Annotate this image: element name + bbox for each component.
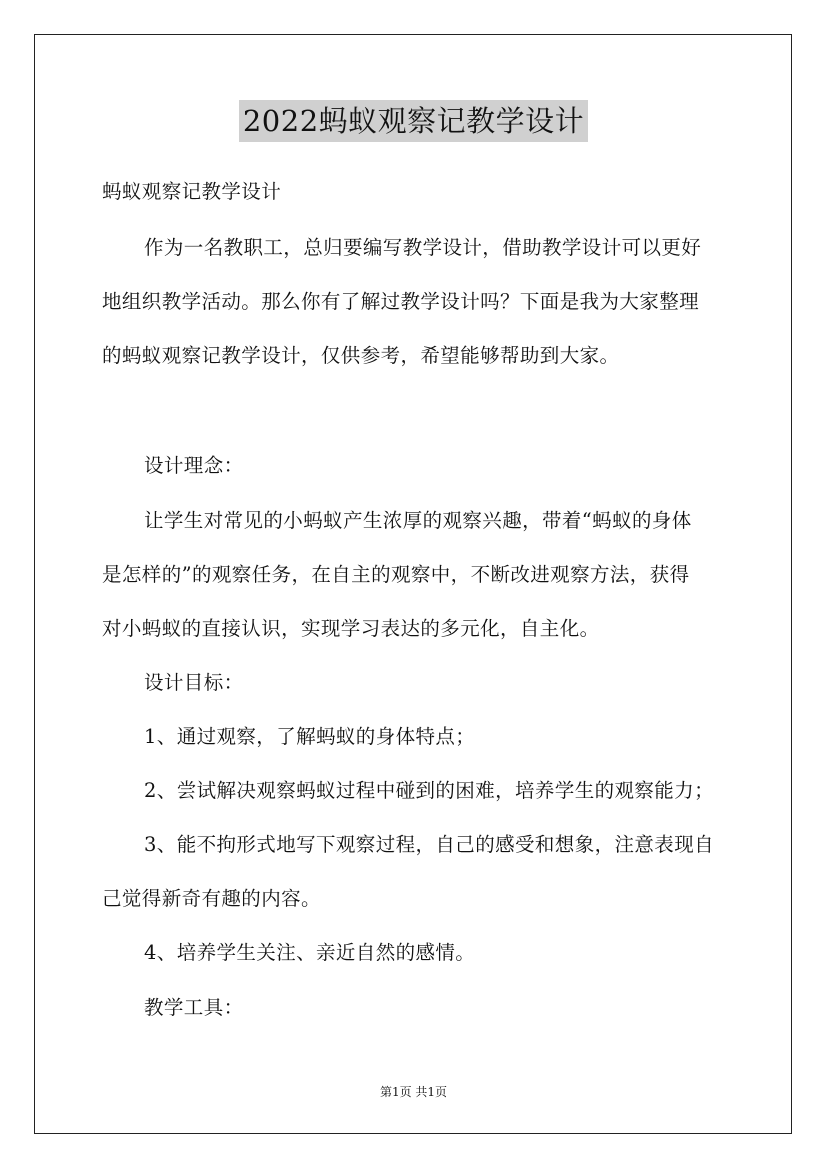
concept-line-2: 是怎样的”的观察任务，在自主的观察中，不断改进观察方法，获得: [102, 563, 690, 586]
page-footer: 第1页 共1页: [379, 1085, 448, 1099]
document-title: 2022蚂蚁观察记教学设计: [239, 100, 588, 142]
goal-item-2: 2、尝试解决观察蚂蚁过程中碰到的困难，培养学生的观察能力；: [144, 779, 715, 802]
title-container: [0, 100, 827, 142]
goal-item-4: 4、培养学生关注、亲近自然的感情。: [144, 941, 476, 964]
section-heading-tools: 教学工具：: [144, 996, 244, 1019]
goal-item-3: 3、能不拘形式地写下观察过程，自己的感受和想象，注意表现自: [144, 833, 715, 856]
goal-item-3-continued: 己觉得新奇有趣的内容。: [102, 887, 321, 910]
section-heading-goals: 设计目标：: [144, 671, 244, 694]
intro-line-1: 作为一名教职工，总归要编写教学设计，借助教学设计可以更好: [144, 236, 702, 259]
document-subtitle: 蚂蚁观察记教学设计: [102, 180, 282, 203]
section-heading-concept: 设计理念：: [144, 454, 244, 477]
concept-line-1: 让学生对常见的小蚂蚁产生浓厚的观察兴趣，带着“蚂蚁的身体: [144, 509, 692, 532]
concept-line-3: 对小蚂蚁的直接认识，实现学习表达的多元化，自主化。: [102, 617, 600, 640]
goal-item-1: 1、通过观察，了解蚂蚁的身体特点；: [144, 725, 476, 748]
intro-line-2: 地组织教学活动。那么你有了解过教学设计吗？下面是我为大家整理: [102, 290, 700, 313]
intro-line-3: 的蚂蚁观察记教学设计，仅供参考，希望能够帮助到大家。: [102, 344, 620, 367]
